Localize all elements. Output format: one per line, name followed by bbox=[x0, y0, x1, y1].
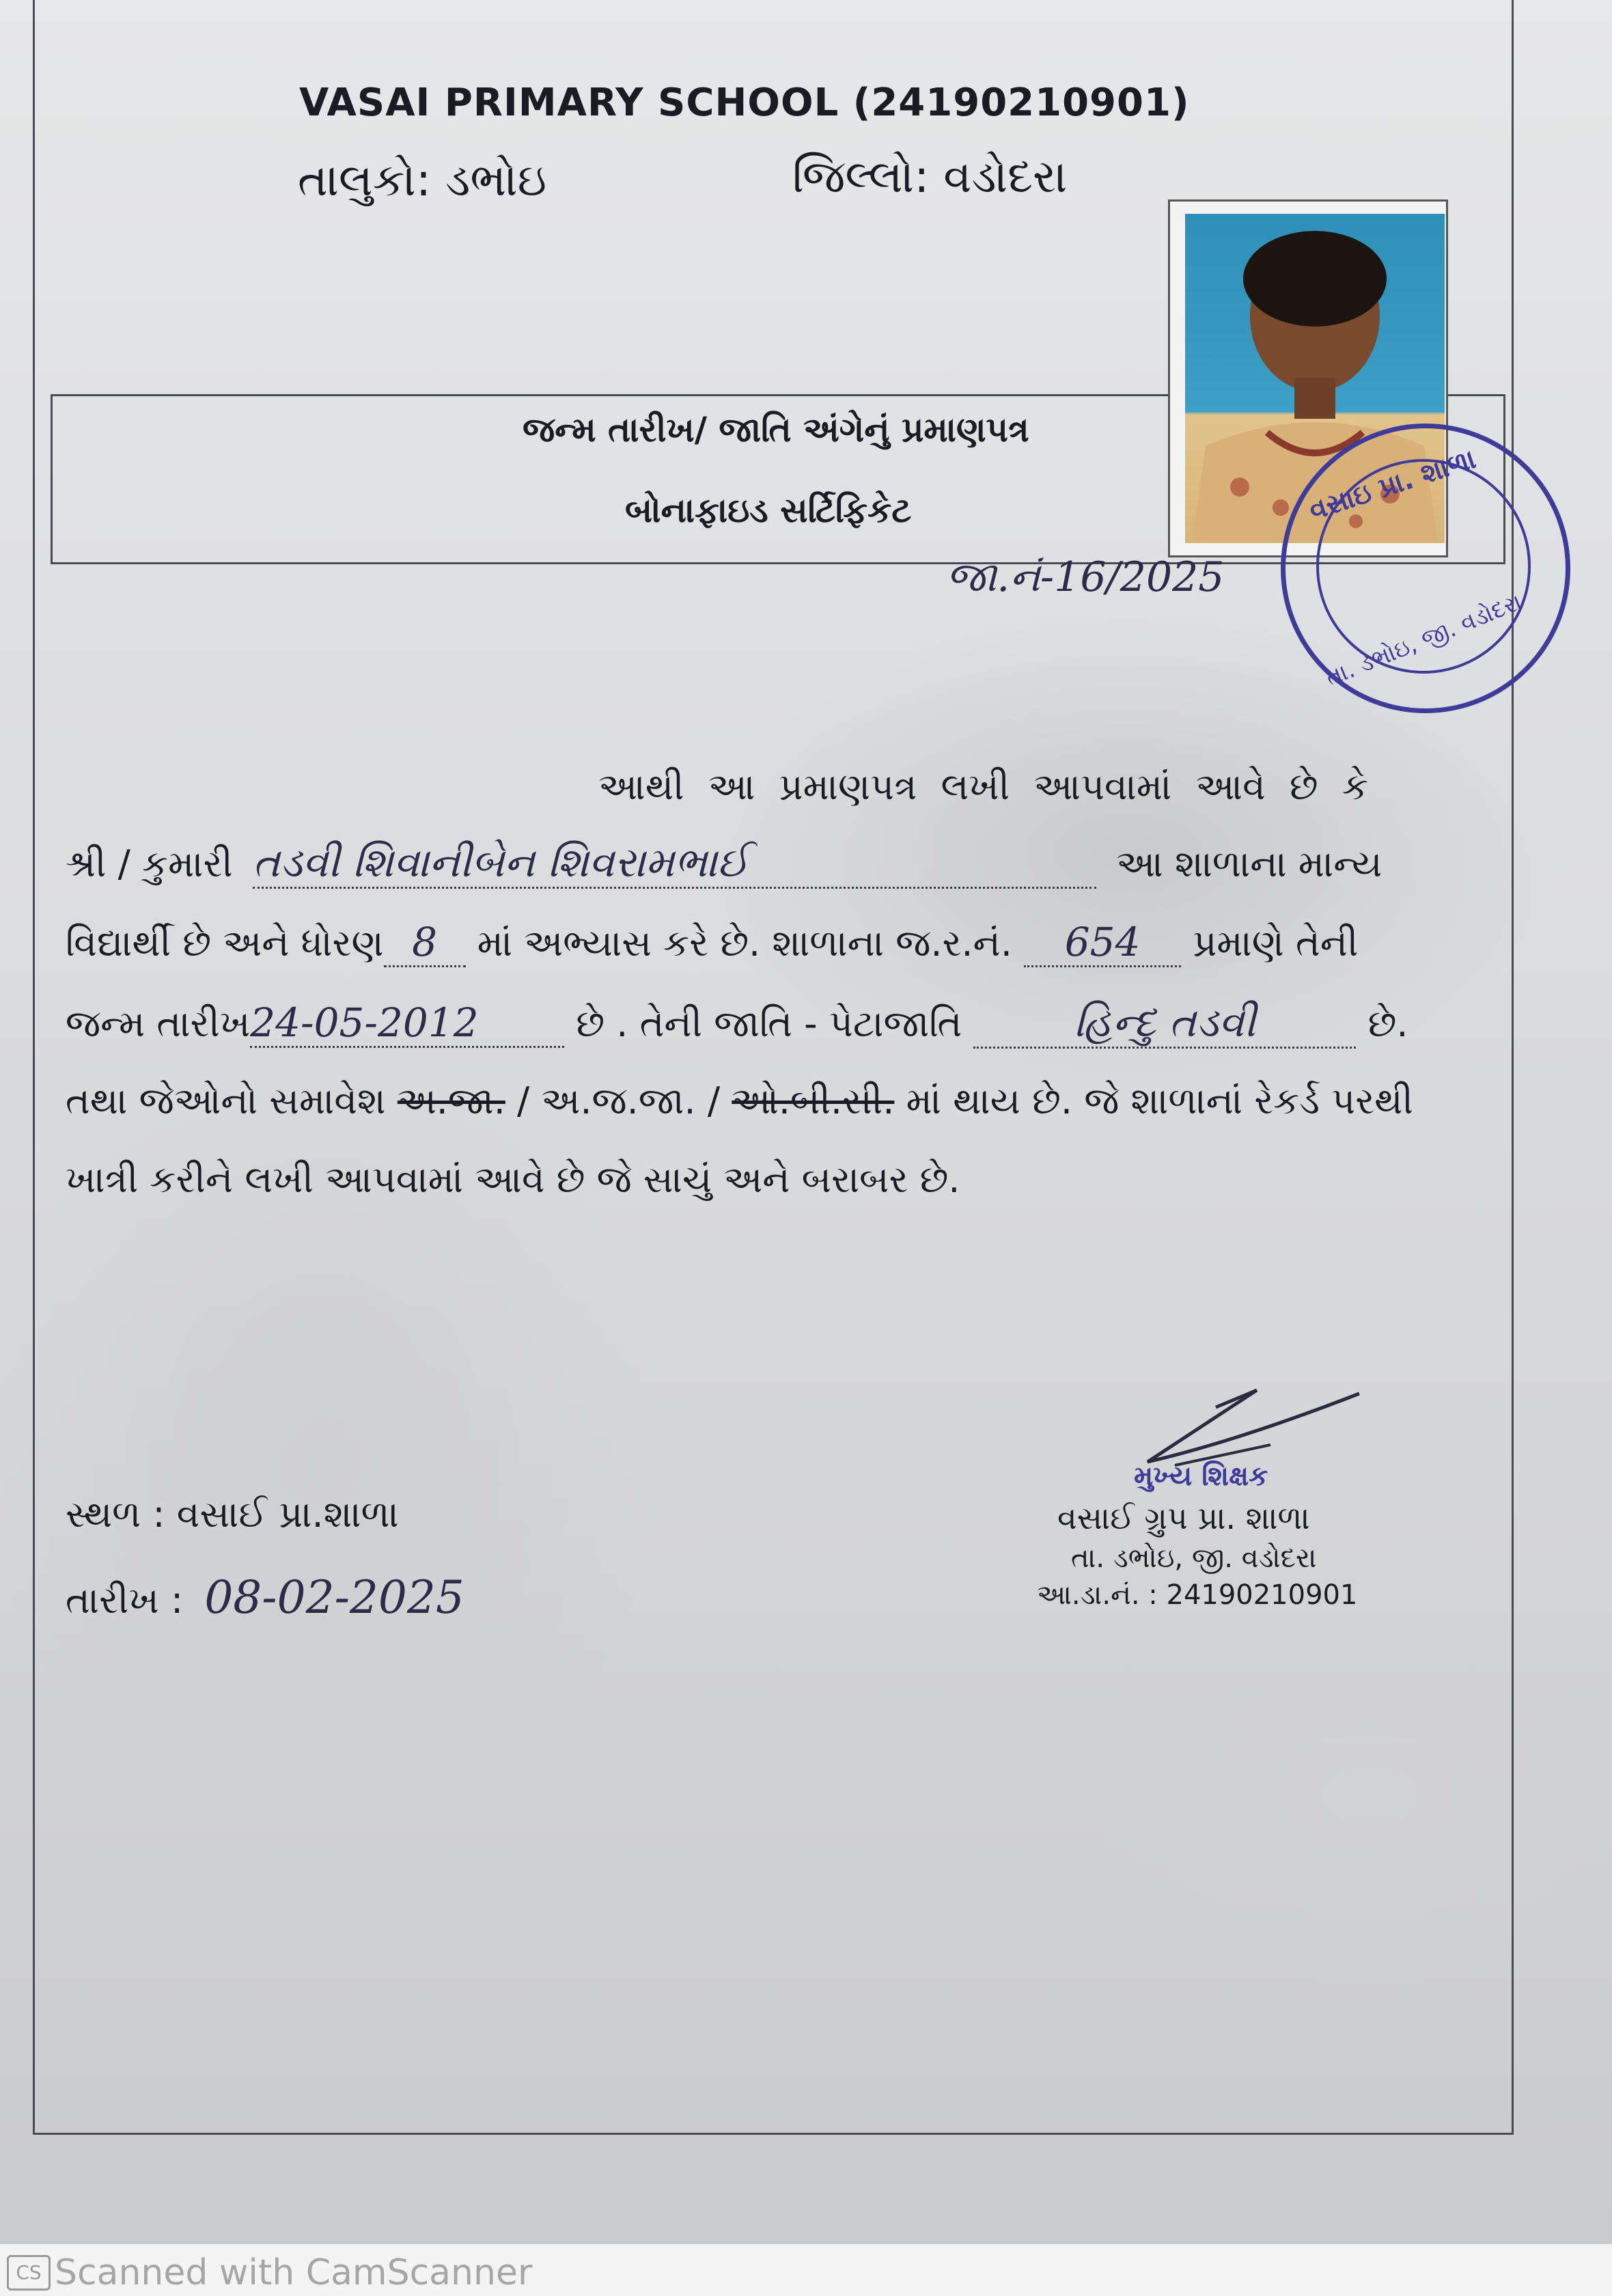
caste-value: હિન્દુ તડવી bbox=[1074, 999, 1256, 1047]
category-st: અ.જ.જા. bbox=[541, 1079, 696, 1122]
body-line-6: ખાત્રી કરીને લખી આપવામાં આવે છે જે સાચું અને બરાબર છે. bbox=[66, 1158, 960, 1201]
date-label: તારીખ : bbox=[66, 1579, 184, 1622]
line3-text-c: પ્રમાણે તેની bbox=[1193, 922, 1359, 965]
standard-value: 8 bbox=[412, 919, 438, 965]
place-label: સ્થળ : વસાઈ પ્રા.શાળા bbox=[66, 1493, 399, 1536]
birth-date: 24-05-2012 bbox=[250, 999, 479, 1046]
line4-text-b: છે . તેની જાતિ - પેટાજાતિ bbox=[576, 1002, 962, 1045]
gr-number: 654 bbox=[1064, 919, 1141, 965]
camscanner-badge: CS bbox=[7, 2255, 51, 2291]
date-value: 08-02-2025 bbox=[204, 1571, 464, 1624]
page-border-left bbox=[33, 0, 35, 2135]
page-border-right bbox=[1512, 0, 1514, 2135]
line3-text-b: માં અભ્યાસ કરે છે. શાળાના જ.ર.નં. bbox=[477, 922, 1012, 965]
page-border-bottom bbox=[33, 2133, 1514, 2135]
category-obc: ઓ.બી.સી. bbox=[732, 1079, 895, 1122]
certificate-title: જન્મ તારીખ/ જાતિ અંગેનું પ્રમાણપત્ર bbox=[523, 410, 1029, 449]
category-separator-2: / bbox=[695, 1079, 732, 1122]
district-label: જિલ્લો: વડોદરા bbox=[792, 150, 1068, 203]
intro-line: આથી આ પ્રમાણપત્ર લખી આપવામાં આવે છે કે bbox=[598, 765, 1368, 808]
scanner-footer bbox=[0, 2244, 1612, 2296]
line2-suffix: આ શાળાના માન્ય bbox=[1116, 842, 1382, 885]
seal-text-bottom: તા. ડભોઇ, જી. વડોદરા bbox=[1322, 588, 1526, 692]
honorific-label: શ્રી / કુમારી bbox=[66, 842, 233, 885]
seal-text-top: વસાઇ પ્રા. શાળા bbox=[1305, 443, 1480, 527]
body-line-3 bbox=[66, 919, 1358, 967]
line5-text-a: તથા જેઓનો સમાવેશ bbox=[66, 1079, 386, 1122]
signing-address: તા. ડભોઇ, જી. વડોદરા bbox=[1071, 1543, 1317, 1574]
category-sc: અ.જા. bbox=[397, 1079, 505, 1122]
line5-text-b: માં થાય છે. જે શાળાનાં રેકર્ડ પરથી bbox=[906, 1079, 1413, 1122]
date-row bbox=[66, 1571, 464, 1624]
category-separator-1: / bbox=[505, 1079, 542, 1122]
camscanner-watermark: Scanned with CamScanner bbox=[55, 2252, 533, 2293]
reference-number: જા.નં-16/2025 bbox=[946, 553, 1225, 601]
dise-code: આ.ડા.નં. : 24190210901 bbox=[1037, 1579, 1358, 1611]
line3-text-a: વિદ્યાર્થી છે અને ધોરણ bbox=[66, 922, 384, 965]
taluka-label: તાલુકો: ડભોઇ bbox=[298, 154, 547, 206]
student-name: તડવી શિવાનીબેન શિવરામભાઈ bbox=[253, 839, 749, 887]
bonafide-title: બોનાફાઇડ સર્ટિફિકેટ bbox=[625, 490, 912, 530]
school-seal bbox=[1281, 424, 1570, 713]
line4-text-c: છે. bbox=[1367, 1002, 1408, 1045]
school-name: VASAI PRIMARY SCHOOL (24190210901) bbox=[299, 81, 1190, 125]
body-line-4 bbox=[66, 999, 1408, 1049]
body-line-5 bbox=[66, 1079, 1413, 1123]
body-line-2 bbox=[66, 839, 1382, 889]
signing-school: વસાઈ ગ્રુપ પ્રા. શાળા bbox=[1057, 1499, 1310, 1536]
line4-text-a: જન્મ તારીખ bbox=[66, 1002, 251, 1045]
headmaster-title: મુખ્ય શિક્ષક bbox=[1134, 1461, 1268, 1492]
